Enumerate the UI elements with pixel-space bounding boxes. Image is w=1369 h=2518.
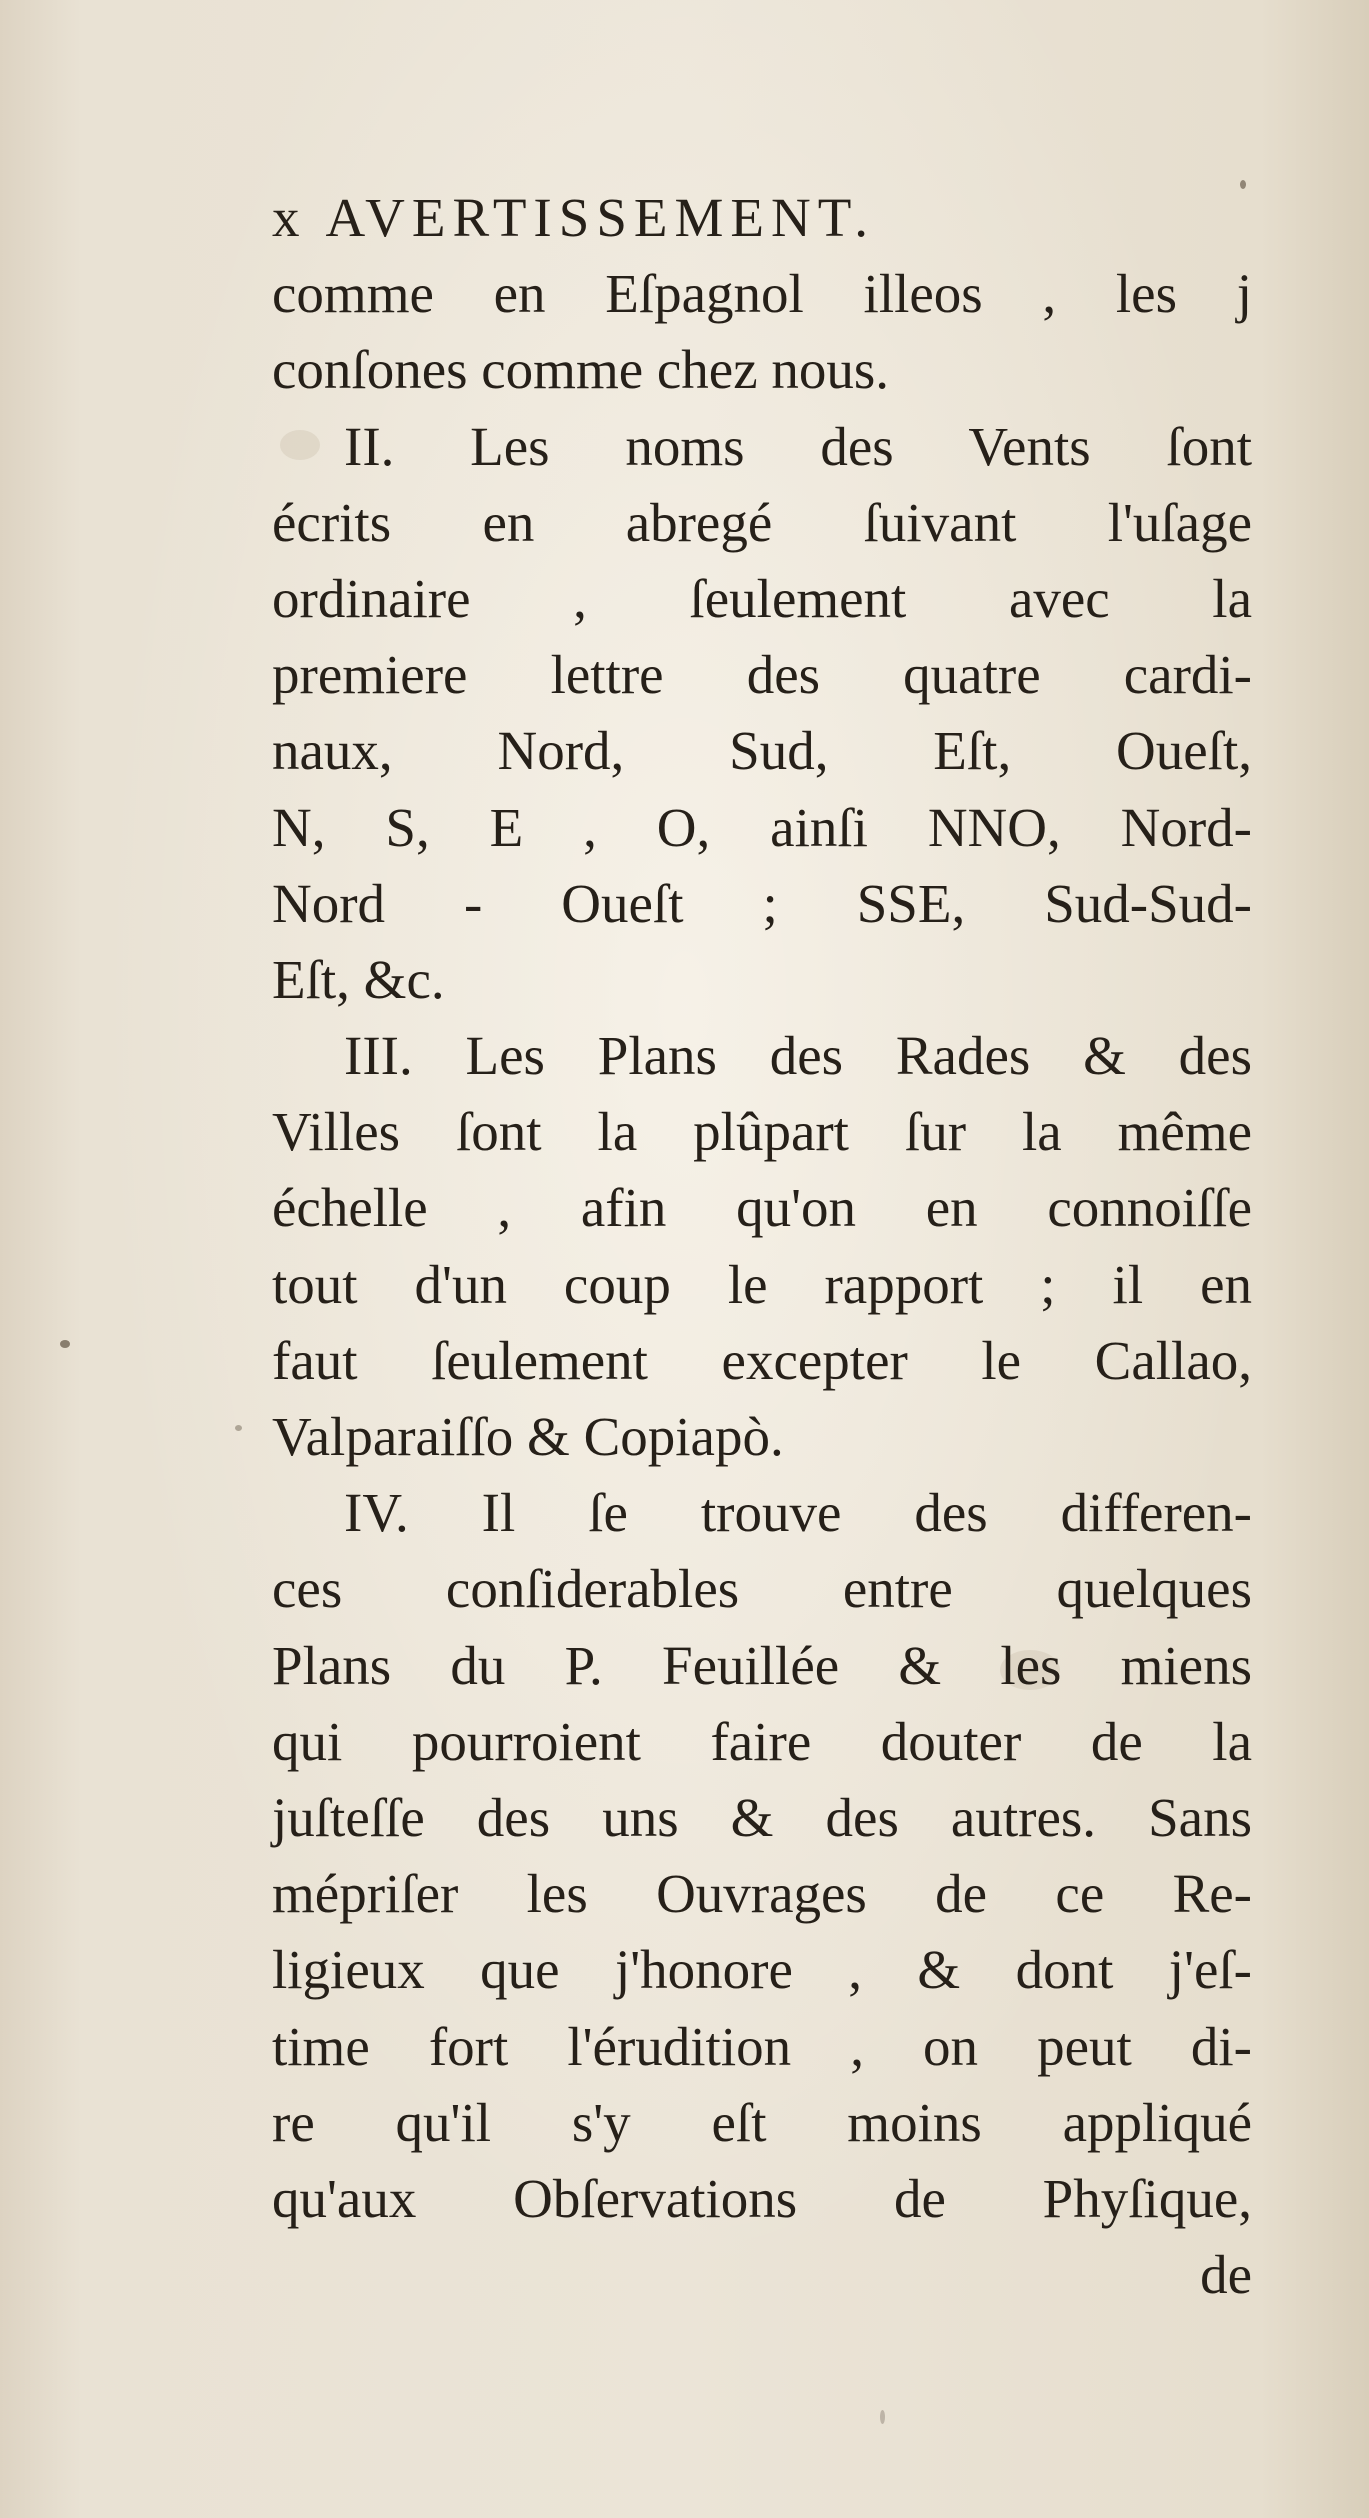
text-line: premiere lettre des quatre cardi- — [272, 644, 1252, 706]
text-line: ordinaire , ſeulement avec la — [272, 567, 1252, 629]
text-line: Villes ſont la plûpart ſur la même — [272, 1101, 1252, 1163]
text-line: naux, Nord, Sud, Eſt, Oueſt, — [272, 720, 1252, 782]
text-line: Nord - Oueſt ; SSE, Sud-Sud- — [272, 872, 1252, 934]
text-line: conſones comme chez nous. — [272, 339, 890, 401]
text-line: qui pourroient faire douter de la — [272, 1710, 1252, 1772]
text-line: II. Les noms des Vents ſont — [344, 415, 1252, 477]
text-line: III. Les Plans des Rades & des — [344, 1025, 1252, 1087]
text-line: échelle , afin qu'on en connoiſſe — [272, 1177, 1252, 1239]
text-line: re qu'il s'y eſt moins appliqué — [272, 2091, 1252, 2153]
text-line: juſteſſe des uns & des autres. Sans — [272, 1786, 1252, 1848]
running-title: AVERTISSEMENT. — [325, 187, 875, 248]
text-line: comme en Eſpagnol illeos , les j — [272, 263, 1252, 325]
text-line: N, S, E , O, ainſi NNO, Nord- — [272, 796, 1252, 858]
page-text — [272, 180, 1252, 2313]
text-line: mépriſer les Ouvrages de ce Re- — [272, 1863, 1252, 1925]
text-line: écrits en abregé ſuivant l'uſage — [272, 491, 1252, 553]
text-line: ligieux que j'honore , & dont j'eſ- — [272, 1939, 1252, 2001]
text-line: Eſt, &c. — [272, 948, 445, 1010]
page-number: x — [272, 187, 300, 248]
text-line: time fort l'érudition , on peut di- — [272, 2015, 1252, 2077]
text-line: qu'aux Obſervations de Phyſique, — [272, 2167, 1252, 2229]
ink-speck — [60, 1340, 70, 1348]
text-line: tout d'un coup le rapport ; il en — [272, 1253, 1252, 1315]
text-line: ces conſiderables entre quelques — [272, 1558, 1252, 1620]
text-line: IV. Il ſe trouve des differen- — [344, 1482, 1252, 1544]
ink-speck — [880, 2410, 885, 2424]
running-header — [272, 180, 1252, 256]
text-line: Plans du P. Feuillée & les miens — [272, 1634, 1252, 1696]
text-line: faut ſeulement excepter le Callao, — [272, 1329, 1252, 1391]
catchword: de — [1200, 2244, 1252, 2306]
text-line: Valparaiſſo & Copiapò. — [272, 1406, 784, 1467]
ink-speck — [235, 1425, 242, 1431]
